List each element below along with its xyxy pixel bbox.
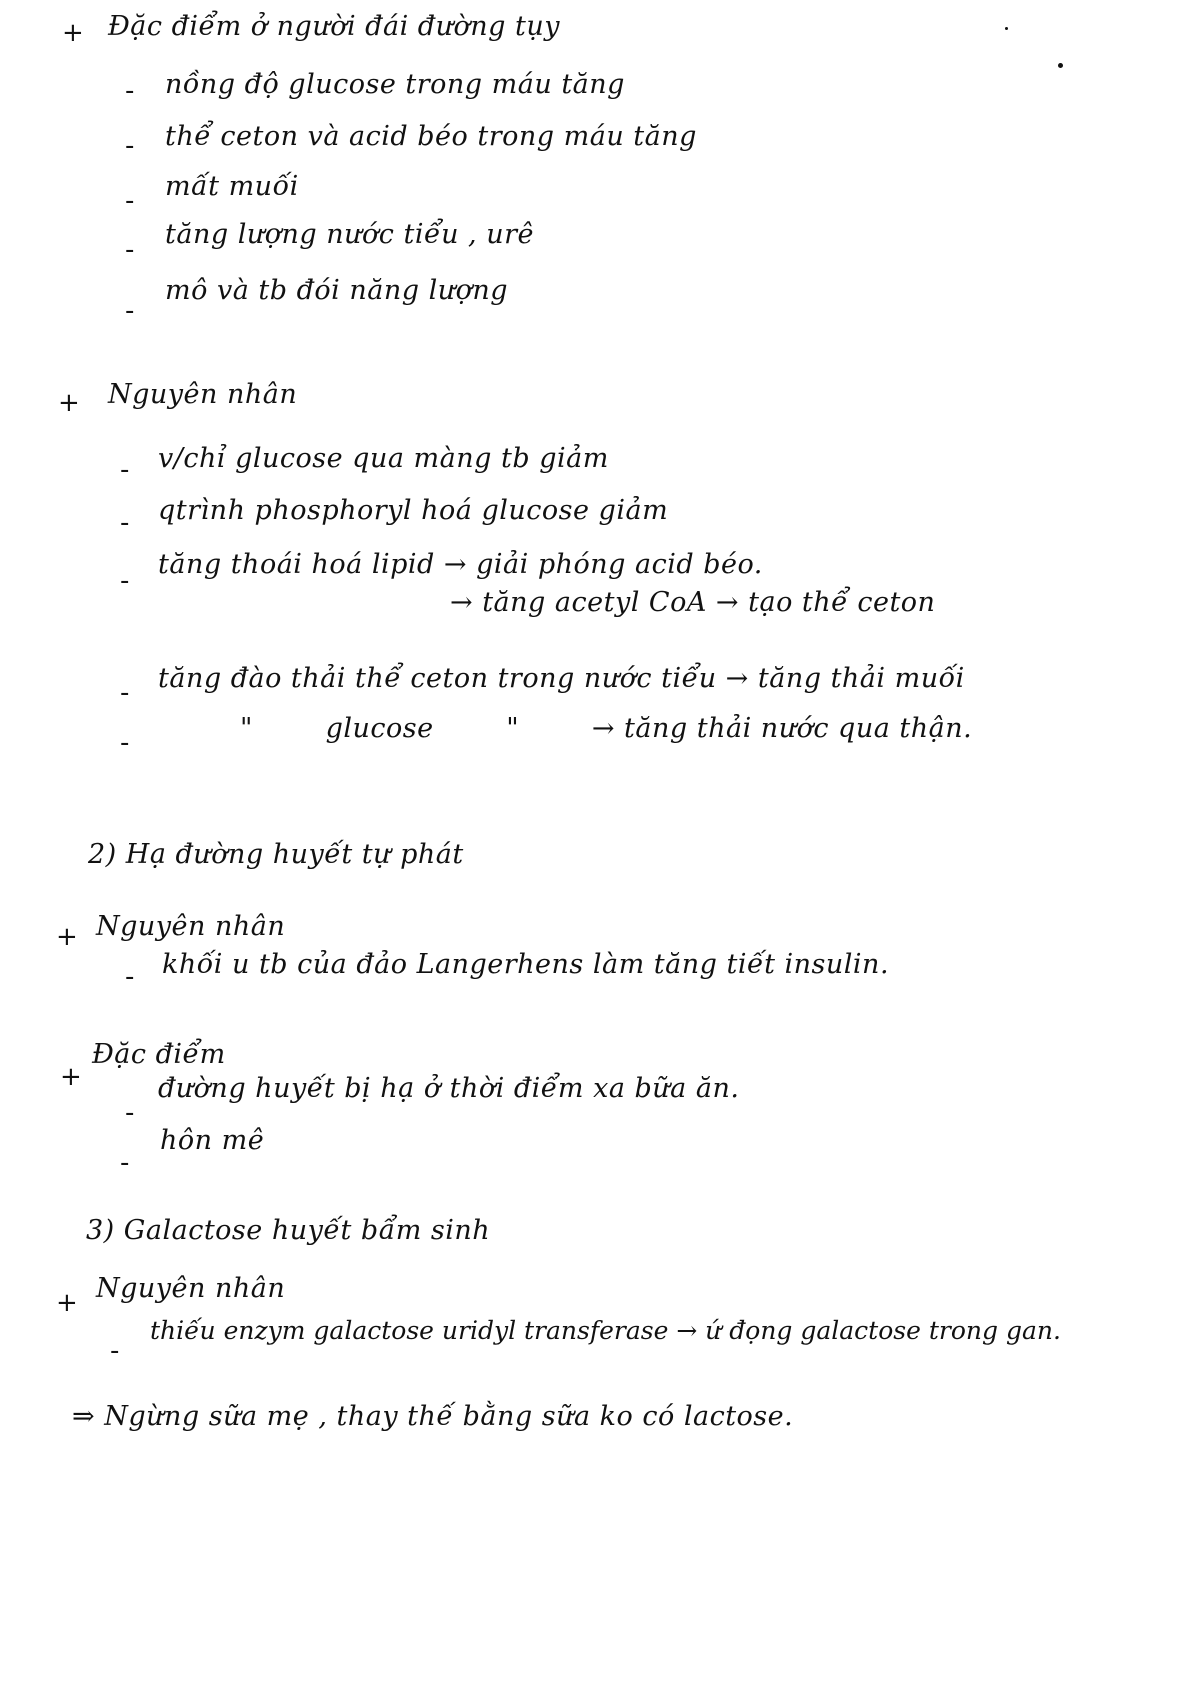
cause-item: tăng đào thải thể ceton trong nước tiểu → tăng thải muối: [158, 663, 965, 694]
plus-marker: +: [58, 388, 80, 418]
section-2-title: 2) Hạ đường huyết tự phát: [88, 839, 464, 870]
cause-item: tăng thoái hoá lipid → giải phóng acid béo.: [158, 549, 763, 580]
dash-marker: -: [120, 455, 130, 485]
feature-item: thể ceton và acid béo trong máu tăng: [165, 121, 697, 152]
feature-item: mất muối: [165, 171, 299, 202]
cause-item: " glucose " → tăng thải nước qua thận.: [240, 713, 973, 744]
section-3-cause-item: thiếu enzym galactose uridyl transferase → ứ đọng galactose trong gan.: [150, 1316, 1061, 1345]
section-3-conclusion: ⇒ Ngừng sữa mẹ , thay thế bằng sữa ko có lactose.: [72, 1401, 794, 1432]
ink-dot: [1058, 63, 1063, 68]
section-2-feature-item: đường huyết bị hạ ở thời điểm xa bữa ăn.: [158, 1073, 740, 1104]
section-2-feature-heading: Đặc điểm: [92, 1039, 226, 1070]
cause-item-continuation: → tăng acetyl CoA → tạo thể ceton: [450, 587, 936, 618]
cause-item: qtrình phosphoryl hoá glucose giảm: [158, 495, 669, 526]
dash-marker: -: [125, 962, 135, 992]
causes-heading: Nguyên nhân: [108, 379, 298, 410]
dash-marker: -: [125, 235, 135, 265]
dash-marker: -: [125, 296, 135, 326]
plus-marker: +: [56, 1288, 78, 1318]
plus-marker: +: [60, 1062, 82, 1092]
section-2-cause-item: khối u tb của đảo Langerhens làm tăng tiết insulin.: [162, 949, 890, 980]
ink-dot: [1005, 27, 1008, 30]
section-3-cause-heading: Nguyên nhân: [96, 1273, 286, 1304]
plus-marker: +: [56, 922, 78, 952]
feature-item: nồng độ glucose trong máu tăng: [165, 69, 625, 100]
section-2-feature-item: hôn mê: [160, 1125, 265, 1156]
dash-marker: -: [110, 1336, 120, 1366]
feature-item: tăng lượng nước tiểu , urê: [165, 219, 534, 250]
plus-marker: +: [62, 18, 84, 48]
dash-marker: -: [120, 1148, 130, 1178]
section-2-cause-heading: Nguyên nhân: [96, 911, 286, 942]
dash-marker: -: [120, 566, 130, 596]
dash-marker: -: [125, 76, 135, 106]
dash-marker: -: [120, 678, 130, 708]
feature-item: mô và tb đói năng lượng: [165, 275, 509, 306]
features-heading: Đặc điểm ở người đái đường tụy: [108, 11, 560, 42]
dash-marker: -: [125, 186, 135, 216]
dash-marker: -: [120, 508, 130, 538]
cause-item: v/chỉ glucose qua màng tb giảm: [158, 443, 609, 474]
dash-marker: -: [120, 728, 130, 758]
dash-marker: -: [125, 131, 135, 161]
dash-marker: -: [125, 1098, 135, 1128]
section-3-title: 3) Galactose huyết bẩm sinh: [86, 1215, 491, 1246]
